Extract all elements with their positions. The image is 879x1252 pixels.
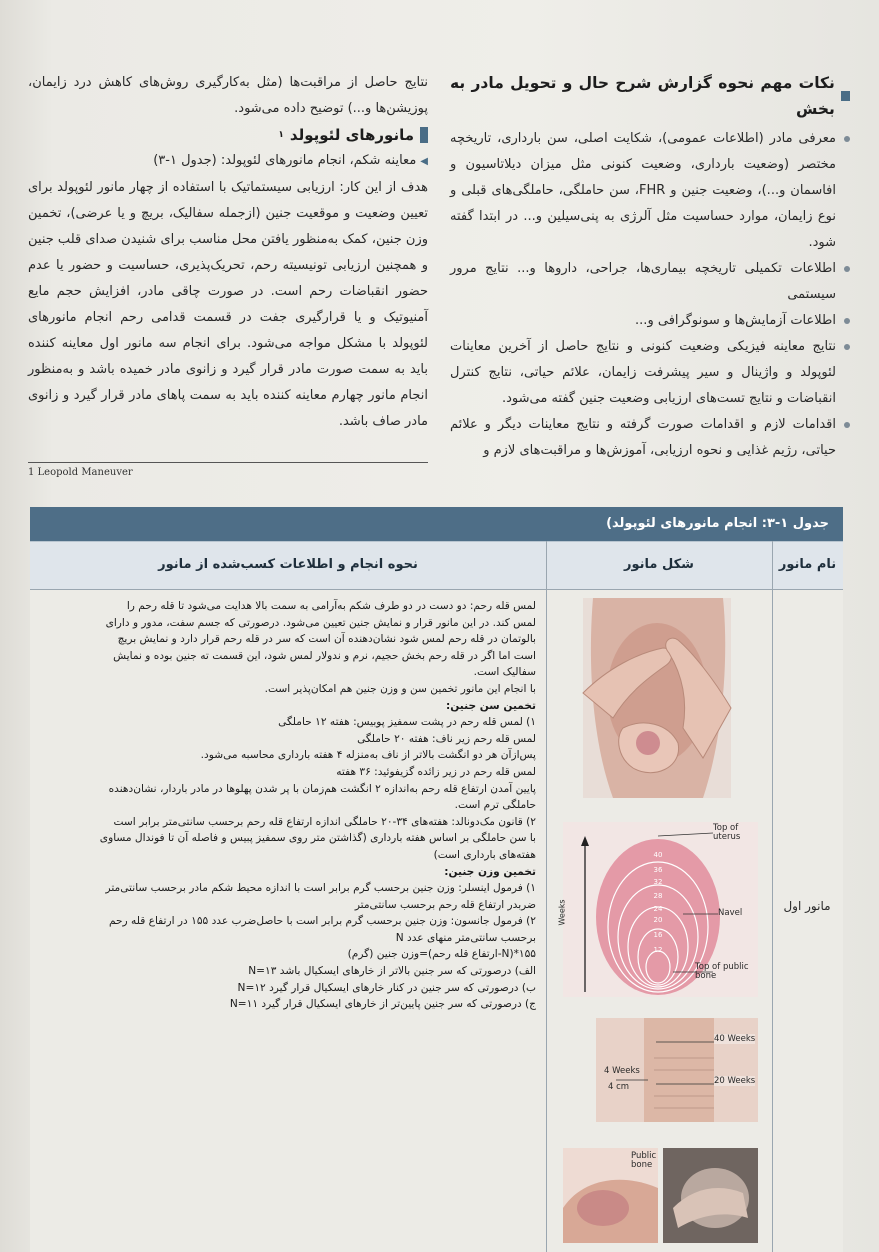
desc-line: ج) درصورتی که سر جنین پایین‌تر از خارهای ایسکیال قرار گیرد N=۱۱ — [229, 998, 536, 1011]
report-bullets — [450, 126, 850, 464]
wk-num-label: 24 — [653, 905, 663, 913]
row-label: مانور اول — [783, 899, 831, 913]
desc-line: ۱) لمس قله رحم در پشت سمفیز پوبیس: هفته ۱۲ حاملگی — [278, 716, 536, 729]
desc-line: لمس قله رحم زیر ناف: هفته ۲۰ حاملگی — [357, 732, 536, 745]
desc-line: لمس کند. در این مانور قرار و نمایش جنین تعیین می‌شود. درصورتی که جسم سفت، مدور و دارای — [105, 616, 536, 629]
desc-line: لمس قله رحم: دو دست در دو طرف شکم به‌آرامی به سمت بالا هدایت می‌شود تا قله رحم را — [126, 600, 536, 612]
maneuver-description — [56, 598, 536, 1013]
bullet-item: معرفی مادر (اطلاعات عمومی)، شکایت اصلی، سن بارداری، تاریخچه مختصر (وضعیت بارداری، وضعیت کنونی مثل میزان دیلاتاسیون و افاسمان و...)، وضعیت جنین و FHR، سن حاملگی، حاملگی‌های قبلی و نوع زایمان، موارد حساسیت مثل آلرژی به پنی‌سیلین و... در ابتدا گفته شود. — [450, 126, 850, 256]
body-paragraph: هدف از این کار: ارزیابی سیستماتیک با استفاده از چهار مانور لئوپولد برای تعیین وضعیت و موقعیت جنین (ازجمله سفالیک، بریچ و یا عرضی)، تخمین وزن جنین، کمک به‌منظور یافتن محل مناسب برای شنیدن صدای قلب جنین و همچنین ارزیابی تونیسیته رحم، تحریک‌پذیری، حساسیت و حضور یا عدم حضور انقباضات رحم است. در صورت چاقی مادر، افزایش حجم مایع آمنیوتیک و یا قرارگیری جفت در قسمت قدامی رحم انجام مانورهای لئوپولد با مشکل مواجه می‌شود. برای انجام سه مانور اول معاینه کننده باید به سمت صورت مادر قرار گیرد و زانوی مادر خمیده باشد و به‌منظور انجام مانور چهارم معاینه کننده باید به سمت پاهای مادر قرار گیرد و زانوی مادر صاف باشد. — [28, 180, 428, 429]
triangle-bullet-icon: ◀ — [420, 156, 428, 167]
column-divider — [546, 541, 547, 1252]
fundal-height-diagram — [557, 822, 758, 997]
wk-num-label: 28 — [653, 892, 663, 900]
label-4-cm: 4 cm — [608, 1082, 630, 1092]
fundal-palpation-image — [583, 598, 731, 798]
header-name: نام مانور — [778, 557, 837, 572]
label-4-weeks: 4 Weeks — [604, 1066, 640, 1076]
desc-line: ۱۵۵*(N-ارتفاع قله رحم)=وزن جنین (گرم) — [347, 948, 536, 961]
bullet-item: اطلاعات تکمیلی تاریخچه بیماری‌ها، جراحی، داروها و... نتایج مرور سیستمی — [450, 256, 850, 308]
desc-line: هفته‌های بارداری است) — [433, 848, 536, 861]
wk-num-label: 40 — [653, 851, 663, 859]
desc-line: ۲) قانون مک‌دونالد: هفته‌های ۳۴-۲۰ حاملگی اندازه ارتفاع قله رحم برحسب سانتی‌متر برابر است — [113, 815, 536, 828]
desc-line: سفالیک است. — [473, 666, 536, 679]
header-divider — [30, 589, 843, 590]
footnote-rule — [28, 462, 428, 463]
label-20-weeks: 20 Weeks — [714, 1076, 756, 1086]
subsection-title: مانورهای لئوپولد ۱ — [28, 122, 428, 148]
desc-heading: تخمین سن جنین: — [446, 699, 536, 712]
desc-line: ۲) فرمول جانسون: وزن جنین برحسب گرم برابر است با حاصل‌ضرب عدد ۱۵۵ در ارتفاع قله رحم — [108, 915, 536, 928]
wk-num-label: 20 — [653, 916, 663, 924]
desc-line: ب) درصورتی که سر جنین در کنار خارهای ایسکیال قرار گیرد N=۱۲ — [237, 981, 536, 994]
wk-num-label: 12 — [653, 946, 663, 954]
wk-num-label: 32 — [653, 878, 663, 886]
bullet-item: اقدامات لازم و اقدامات صورت گرفته و نتایج معاینات دیگر و علائم حیاتی، رژیم غذایی و نحوه ارزیابی، آموزش‌ها و مراقبت‌های لازم و — [450, 412, 850, 464]
desc-line: حاملگی ترم است. — [454, 799, 536, 812]
continuation-paragraph: نتایج حاصل از مراقبت‌ها (مثل به‌کارگیری روش‌های کاهش درد زایمان، پوزیشن‌ها و...) توضیح داده می‌شود. — [28, 75, 428, 116]
bullet-item: اطلاعات آزمایش‌ها و سونوگرافی و... — [450, 308, 850, 334]
desc-line: ضربدر ارتفاع قله رحم برحسب سانتی‌متر — [354, 898, 536, 911]
desc-heading: تخمین وزن جنین: — [444, 865, 536, 878]
desc-line: است اما اگر در قله رحم بخش حجیم، نرم و ندولار لمس شود، این قسمت ته جنین بوده و نمایش — [113, 649, 536, 662]
section-title: نکات مهم نحوه گزارش شرح حال و تحویل مادر به بخش — [450, 70, 850, 122]
right-column — [450, 70, 850, 464]
label-40-weeks: 40 Weeks — [714, 1034, 756, 1044]
wk-num-label: 16 — [653, 931, 663, 939]
header-method: نحوه انجام و اطلاعات کسب‌شده از مانور — [158, 557, 418, 572]
header-shape: شکل مانور — [624, 557, 694, 572]
desc-line: پایین آمدن ارتفاع قله رحم به‌اندازه ۲ انگشت هم‌زمان با پر شدن پهلوها در مادر باردار، نشان‌دهنده — [108, 782, 536, 795]
lower-abdomen-photo — [663, 1148, 758, 1243]
wk-num-label: 36 — [653, 866, 663, 874]
label-navel: Navel — [718, 908, 743, 918]
label-pubic-bone: Public bone — [631, 1151, 657, 1170]
label-weeks: Weeks — [557, 899, 567, 926]
desc-line: پس‌ازآن هر دو انگشت بالاتر از ناف به‌منزله ۴ هفته بارداری محاسبه می‌شود. — [200, 749, 536, 762]
left-column — [28, 70, 428, 435]
pubic-bone-image — [563, 1148, 658, 1243]
desc-line: با انجام این مانور تخمین سن و وزن جنین هم امکان‌پذیر است. — [264, 682, 536, 695]
desc-line: ۱) فرمول اینسلر: وزن جنین برحسب گرم برابر است با اندازه محیط شکم مادر برحسب سانتی‌متر — [105, 882, 536, 895]
measuring-tape-image — [596, 1018, 758, 1122]
subsection-bar-icon — [420, 127, 428, 143]
desc-line: برحسب سانتی‌متر منهای عدد N — [395, 931, 536, 944]
footnote: 1 Leopold Maneuver — [28, 467, 133, 478]
desc-line: الف) درصورتی که سر جنین بالاتر از خارهای ایسکیال باشد N=۱۳ — [248, 965, 536, 978]
desc-line: لمس قله رحم در زیر زائده گزیفوئید: ۳۶ هفته — [336, 765, 536, 778]
desc-line: بالوتمان در قله رحم لمس شود نشان‌دهنده آن است که سر در قله رحم قرار دارد و نمایش بریچ — [117, 633, 536, 646]
column-divider — [772, 541, 773, 1252]
table-caption: جدول ۱-۳: انجام مانورهای لئوپولد) — [30, 507, 843, 541]
desc-line: با سن حاملگی بر اساس هفته بارداری (گذاشتن متر روی سمفیز پبیس و فاصله آن تا فوندال مساوی — [99, 832, 536, 845]
section-square-icon — [841, 91, 850, 101]
intro-line: ◀معاینه شکم، انجام مانورهای لئوپولد: (جدول ۱-۳) — [153, 153, 428, 168]
label-top-of-pubic-bone: Top of public bone — [695, 962, 749, 981]
bullet-item: نتایج معاینه فیزیکی وضعیت کنونی و نتایج حاصل از آخرین معاینات لئوپولد و واژینال و سیر پیشرفت زایمان، علائم حیاتی، نتایج کنترل انقباضات و نتایج تست‌های ارزیابی وضعیت جنین گفته می‌شود. — [450, 334, 850, 412]
label-top-of-uterus: Top of uterus — [713, 823, 741, 842]
